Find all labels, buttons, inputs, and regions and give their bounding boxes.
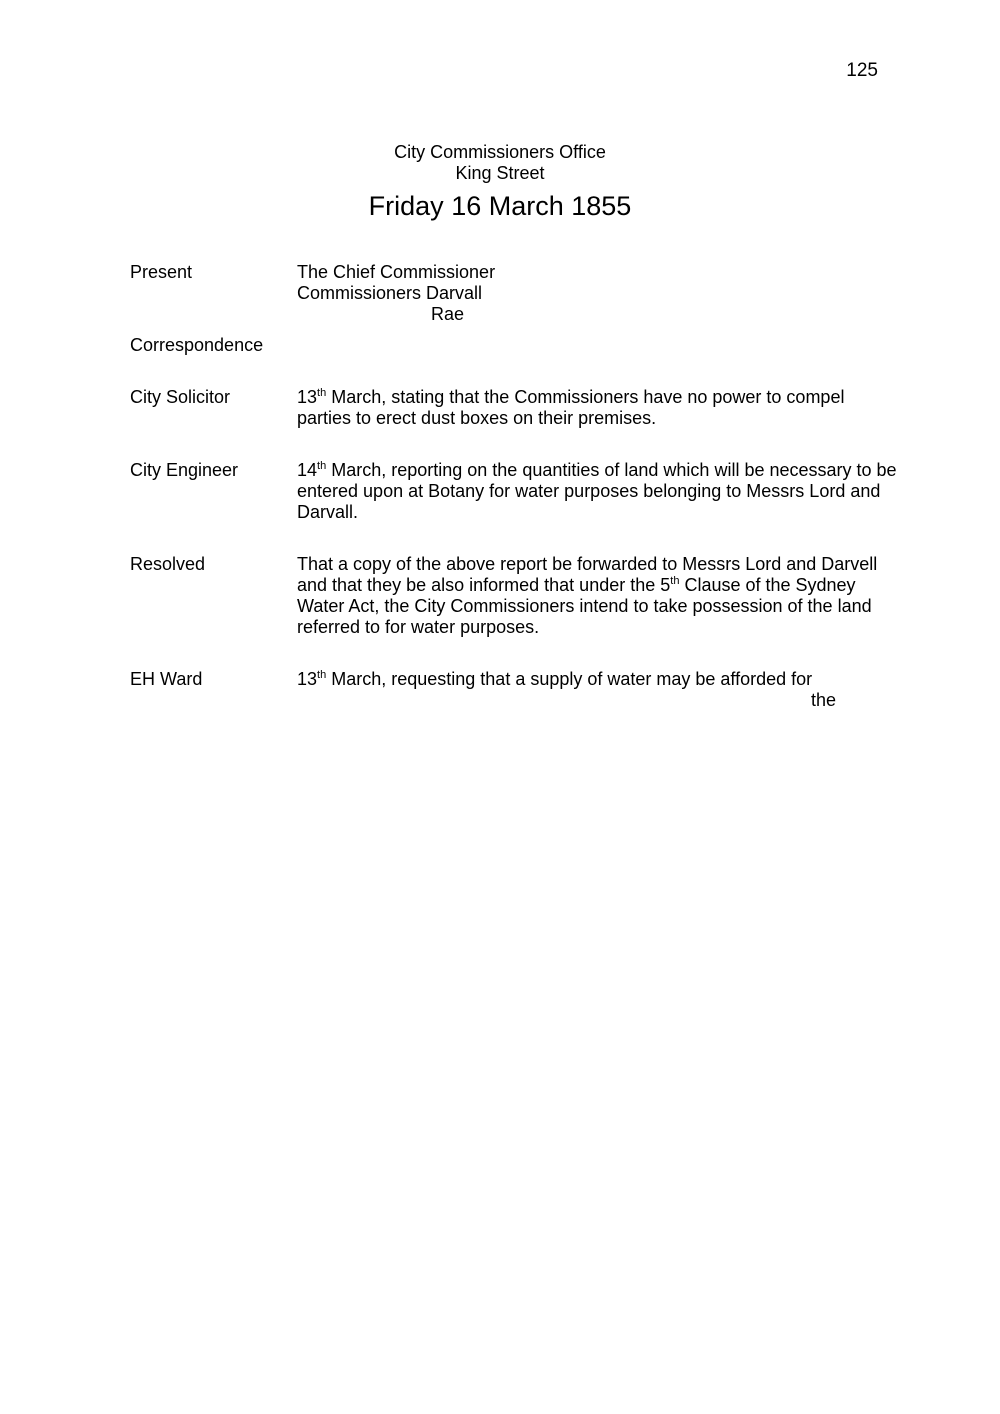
eh-ward-text — [297, 669, 900, 711]
resolved-text — [297, 554, 900, 638]
city-solicitor-text — [297, 387, 900, 429]
minutes-header — [0, 142, 1000, 224]
resolved-body-end: Clause of the Sydney Water Act, the City Commissioners intend to take possession of the land referred to for water purposes. — [297, 575, 872, 637]
present-line-2: Commissioners Darvall — [297, 283, 483, 303]
correspondence-label: Correspondence — [130, 335, 264, 355]
eh-ward-day-suffix: th — [317, 669, 327, 681]
city-solicitor-label: City Solicitor — [130, 387, 231, 407]
minutes-entries — [130, 262, 900, 711]
meeting-date: Friday 16 March 1855 — [368, 191, 632, 221]
city-solicitor-body: March, stating that the Commissioners have no power to compel parties to erect dust boxes on their premises. — [297, 387, 845, 428]
eh-ward-day: 13 — [297, 669, 318, 689]
eh-ward-label: EH Ward — [130, 669, 203, 689]
resolved-entry — [130, 554, 900, 638]
eh-ward-entry — [130, 669, 900, 711]
resolved-body-start: That a copy of the above report be forwarded to Messrs Lord and Darvell and that they be also informed that under the 5 — [297, 554, 878, 595]
city-engineer-text — [297, 460, 900, 523]
resolved-label: Resolved — [130, 554, 206, 574]
resolved-clause-suffix: th — [670, 575, 680, 587]
present-line-1: The Chief Commissioner — [297, 262, 496, 282]
city-engineer-entry — [130, 460, 900, 523]
city-solicitor-day-suffix: th — [317, 387, 327, 399]
office-name: City Commissioners Office — [394, 142, 606, 162]
eh-ward-line — [297, 669, 900, 690]
office-street: King Street — [455, 163, 545, 183]
city-engineer-body: March, reporting on the quantities of land which will be necessary to be entered upon at Botany for water purposes belonging to Messrs Lord and Darvall. — [297, 460, 897, 522]
city-engineer-day-suffix: th — [317, 460, 327, 472]
city-engineer-day: 14 — [297, 460, 318, 480]
city-solicitor-entry — [130, 387, 900, 429]
present-list — [297, 262, 900, 325]
correspondence-heading-row — [130, 335, 900, 356]
city-solicitor-day: 13 — [297, 387, 318, 407]
eh-ward-body: March, requesting that a supply of water may be afforded for — [326, 669, 813, 689]
page-number: 125 — [846, 60, 878, 81]
present-entry — [130, 262, 900, 325]
catchword: the — [810, 690, 836, 710]
city-engineer-label: City Engineer — [130, 460, 239, 480]
present-label: Present — [130, 262, 193, 282]
present-line-3: Rae — [431, 304, 465, 324]
